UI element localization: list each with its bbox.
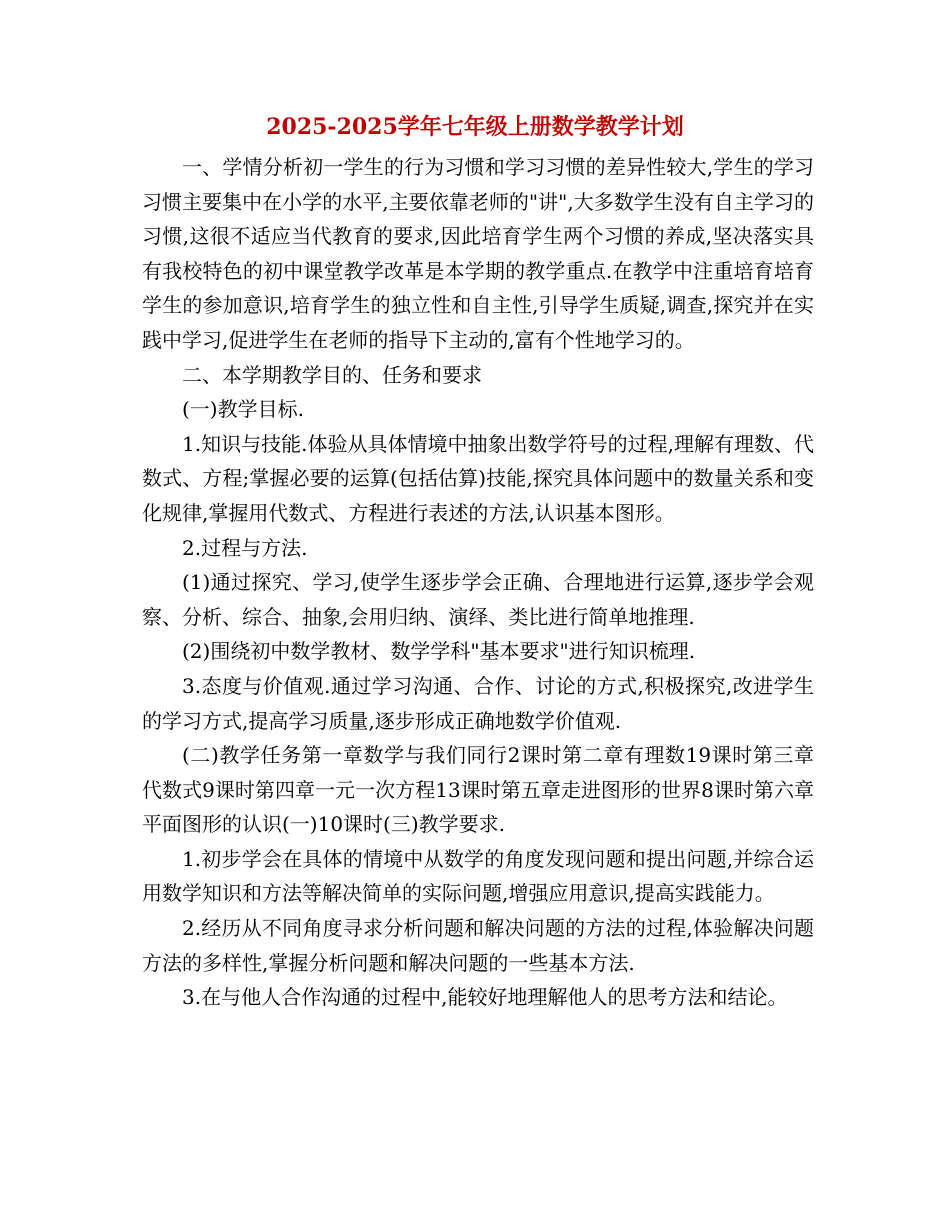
document-title: 2025-2025学年七年级上册数学教学计划	[266, 114, 684, 140]
paragraph-process-method-1: (1)通过探究、学习,使学生逐步学会正确、合理地进行运算,逐步学会观察、分析、综合、抽象,会用归纳、演绎、类比进行简单地推理.	[142, 570, 814, 629]
paragraph-process-method-2: (2)围绕初中数学教材、数学学科"基本要求"进行知识梳理.	[182, 639, 696, 664]
paragraph-learning-analysis: 一、学情分析初一学生的行为习惯和学习习惯的差异性较大,学生的学习习惯主要集中在小学的水平,主要依靠老师的"讲",大多数学生没有自主学习的习惯,这很不适应当代教育的要求,因此培育学生两个习惯的养成,坚决落实具有我校特色的初中课堂教学改革是本学期的教学重点.在教学中注重培育培育学生的参加意识,培育学生的独立性和自主性,引导学生质疑,调查,探究并在实践中学习,促进学生在老师的指导下主动的,富有个性地学习的。	[142, 155, 814, 352]
paragraph-process-method-heading: 2.过程与方法.	[182, 535, 308, 560]
paragraph-requirement-1: 1.初步学会在具体的情境中从数学的角度发现问题和提出问题,并综合运用数学知识和方法等解决简单的实际问题,增强应用意识,提高实践能力。	[142, 846, 814, 906]
paragraph-section-two-heading: 二、本学期教学目的、任务和要求	[182, 362, 482, 387]
paragraph-requirement-3: 3.在与他人合作沟通的过程中,能较好地理解他人的思考方法和结论。	[182, 985, 788, 1010]
paragraph-teaching-goals-heading: (一)教学目标.	[182, 397, 304, 422]
paragraph-knowledge-skills: 1.知识与技能.体验从具体情境中抽象出数学符号的过程,理解有理数、代数式、方程;掌握必要的运算(包括估算)技能,探究具体问题中的数量关系和变化规律,掌握用代数式、方程进行表述的方法,认识基本图形。	[142, 431, 814, 525]
document-body	[142, 150, 814, 1015]
paragraph-attitude-values: 3.态度与价值观.通过学习沟通、合作、讨论的方式,积极探究,改进学生的学习方式,提高学习质量,逐步形成正确地数学价值观.	[142, 673, 814, 733]
paragraph-teaching-tasks: (二)教学任务第一章数学与我们同行2课时第二章有理数19课时第三章代数式9课时第四章一元一次方程13课时第五章走进图形的世界8课时第六章平面图形的认识(一)10课时(三)教学要求.	[142, 743, 814, 837]
paragraph-requirement-2: 2.经历从不同角度寻求分析问题和解决问题的方法的过程,体验解决问题方法的多样性,掌握分析问题和解决问题的一些基本方法.	[142, 916, 814, 975]
